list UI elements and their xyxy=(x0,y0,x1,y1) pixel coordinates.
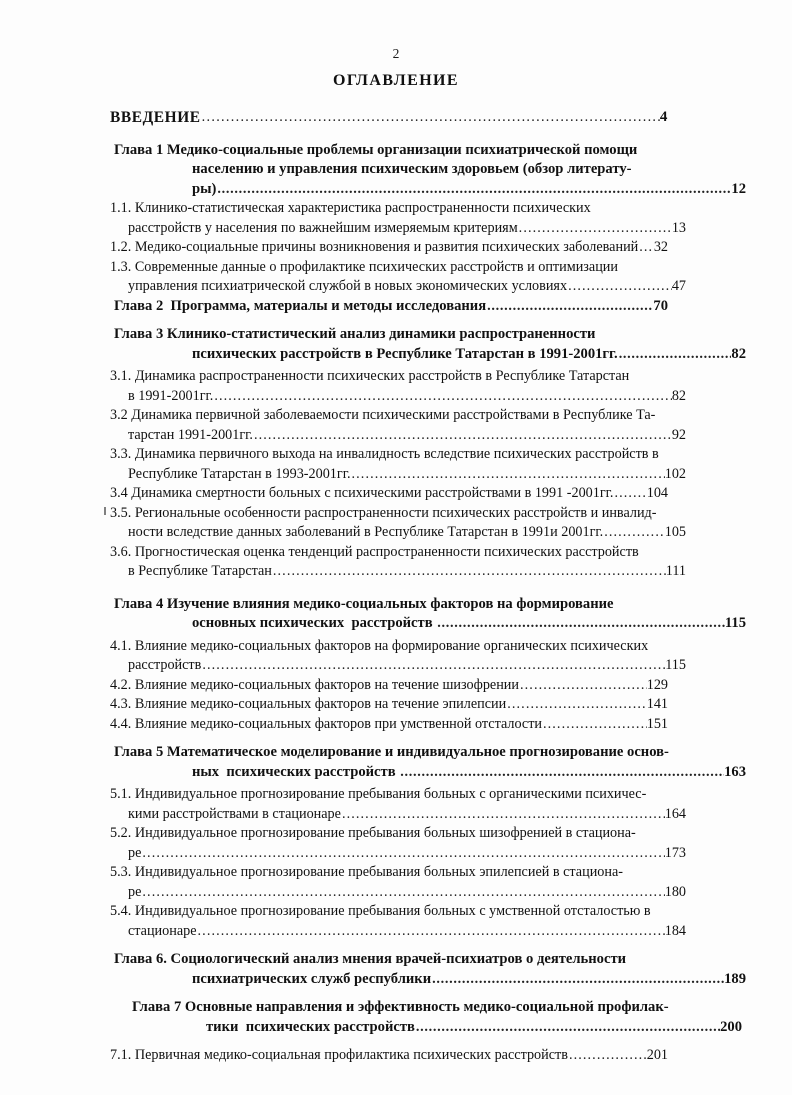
dot-leader xyxy=(141,883,664,903)
toc-entry-text: 3.3. Динамика первичного выхода на инвалидность вследствие психических расстройств в xyxy=(110,446,659,462)
toc-entry-chapter-1[interactable] xyxy=(114,141,746,200)
toc-page-number: 102 xyxy=(664,465,686,482)
dot-leader xyxy=(201,108,660,128)
toc-page-number: 201 xyxy=(646,1047,668,1063)
toc-entry-text-cont: в 1991-2001гг. xyxy=(128,387,214,404)
toc-entry-text: Глава 3 Клинико-статистический анализ динамики распространенности xyxy=(114,326,596,342)
toc-entry-section-5-2[interactable] xyxy=(110,824,686,863)
toc-entry-text-cont: ности вследствие данных заболеваний в Республике Татарстан в 1991и 2001гг. xyxy=(128,524,604,540)
toc-entry-chapter-7[interactable] xyxy=(132,998,742,1037)
toc-entry-text: Глава 1 Медико-социальные проблемы организации психиатрической помощи xyxy=(114,141,638,158)
toc-entry-text: 3.4 Динамика смертности больных с психическими расстройствами в 1991 -2001гг. xyxy=(110,485,614,501)
toc-entry-text: 4.3. Влияние медико-социальных факторов на течение эпилепсии xyxy=(110,696,507,712)
dot-leader xyxy=(341,805,665,825)
dot-leader xyxy=(253,426,672,446)
dot-leader xyxy=(613,484,646,504)
page-title: ОГЛАВЛЕНИЕ xyxy=(333,72,459,89)
toc-entry-section-3-6[interactable] xyxy=(110,543,686,582)
dot-leader xyxy=(519,676,647,696)
toc-entry-section-5-4[interactable] xyxy=(110,902,686,941)
dot-leader xyxy=(351,465,665,485)
toc-page-number: 104 xyxy=(646,485,668,501)
toc-entry-text: 5.4. Индивидуальное прогнозирование пребывания больных с умственной отсталостью в xyxy=(110,903,651,919)
dot-leader xyxy=(399,763,724,783)
dot-leader xyxy=(542,715,647,735)
toc-entry-section-7-1[interactable] xyxy=(110,1046,668,1066)
toc-entry-text: 5.1. Индивидуальное прогнозирование пребывания больных с органическими психичес- xyxy=(110,786,647,802)
toc-entry-section-3-5[interactable] xyxy=(110,504,686,543)
toc-page-number: 70 xyxy=(653,297,668,314)
toc-entry-introduction[interactable] xyxy=(110,108,668,128)
scan-artifact xyxy=(104,507,106,515)
toc-entry-text-cont: ных психических расстройств xyxy=(192,763,400,780)
dot-leader xyxy=(431,970,724,990)
toc-page-number: 184 xyxy=(664,922,686,939)
toc-page-number: 173 xyxy=(664,844,686,861)
toc-entry-text: Глава 4 Изучение влияния медико-социальных факторов на формирование xyxy=(114,595,614,612)
toc-page-number: 13 xyxy=(671,219,686,236)
dot-leader xyxy=(486,297,653,317)
dot-leader xyxy=(415,1018,720,1038)
toc-page-number: 151 xyxy=(646,715,668,732)
toc-entry-section-5-1[interactable] xyxy=(110,785,686,824)
toc-entry-section-1-1[interactable] xyxy=(110,199,686,238)
toc-entry-section-4-3[interactable] xyxy=(110,695,668,715)
toc-page-number: 129 xyxy=(646,676,668,693)
dot-leader xyxy=(506,695,646,715)
toc-entry-text: 4.2. Влияние медико-социальных факторов на течение шизофрении xyxy=(110,676,519,693)
dot-leader xyxy=(568,1046,647,1066)
toc-entry-text: Глава 6. Социологический анализ мнения врачей-психиатров о деятельности xyxy=(114,951,627,967)
toc-entry-text: 4.4. Влияние медико-социальных факторов при умственной отсталости xyxy=(110,715,542,732)
toc-entry-text-cont: ры) xyxy=(192,180,217,197)
toc-entry-text: 3.2 Динамика первичной заболеваемости психическими расстройствами в Республике Та- xyxy=(110,407,656,423)
toc-entry-text-cont: ре xyxy=(128,844,142,861)
toc-entry-text: Глава 7 Основные направления и эффективность медико-социальной профилак- xyxy=(132,999,669,1015)
toc-page-number: 111 xyxy=(665,563,686,579)
toc-entry-chapter-2[interactable] xyxy=(114,297,668,317)
toc-page-number: 12 xyxy=(731,180,746,197)
toc-entry-text: 4.1. Влияние медико-социальных факторов на формирование органических психических xyxy=(110,637,649,654)
toc-page-number: 200 xyxy=(720,1018,742,1035)
toc-entry-section-5-3[interactable] xyxy=(110,863,686,902)
toc-entry-text: 1.2. Медико-социальные причины возникновения и развития психических заболеваний xyxy=(110,239,639,255)
toc-entry-section-1-2[interactable] xyxy=(110,238,668,258)
toc-page-number: 141 xyxy=(646,696,668,712)
toc-page-number: 47 xyxy=(671,278,686,294)
toc-entry-text-cont: расстройств у населения по важнейшим измеряемым критериям xyxy=(128,219,518,236)
toc-entry-section-4-4[interactable] xyxy=(110,715,668,735)
toc-entry-text-cont: тарстан 1991-2001гг. xyxy=(128,426,253,443)
dot-leader xyxy=(618,345,732,365)
toc-entry-text: Глава 2 Программа, материалы и методы исследования xyxy=(114,297,487,314)
toc-entry-text: 5.3. Индивидуальное прогнозирование пребывания больных эпилепсией в стациона- xyxy=(110,864,623,880)
toc-page-number: 115 xyxy=(724,615,746,631)
toc-entry-text: 1.1. Клинико-статистическая характеристика распространенности психических xyxy=(110,200,591,216)
toc-page-number: 82 xyxy=(731,345,746,362)
toc-entry-section-3-4[interactable] xyxy=(110,484,668,504)
toc-entry-text: Глава 5 Математическое моделирование и индивидуальное прогнозирование основ- xyxy=(114,744,669,760)
toc-entry-text-cont: управления психиатрической службой в новых экономических условиях xyxy=(128,278,568,294)
toc-entry-text: 1.3. Современные данные о профилактике психических расстройств и оптимизации xyxy=(110,258,618,275)
dot-leader xyxy=(141,844,664,864)
toc-entry-chapter-5[interactable] xyxy=(114,743,746,782)
dot-leader xyxy=(213,387,672,407)
toc-entry-text-cont: населению и управления психическим здоровьем (обзор литерату- xyxy=(192,161,632,177)
toc-entry-text-cont: в Республике Татарстан xyxy=(128,563,272,579)
table-of-contents xyxy=(110,108,746,1066)
dot-leader xyxy=(567,277,672,297)
dot-leader xyxy=(603,523,665,543)
toc-entry-text: ВВЕДЕНИЕ xyxy=(110,109,201,126)
toc-entry-text: 3.1. Динамика распространенности психических расстройств в Республике Татарстан xyxy=(110,368,630,384)
toc-page-number: 92 xyxy=(671,426,686,443)
toc-entry-section-3-2[interactable] xyxy=(110,406,686,445)
toc-page-number: 189 xyxy=(724,970,746,987)
toc-entry-section-3-1[interactable] xyxy=(110,367,686,406)
toc-entry-text-cont: кими расстройствами в стационаре xyxy=(128,805,341,822)
toc-entry-text-cont: основных психических расстройств xyxy=(192,615,437,631)
toc-page-number: 180 xyxy=(664,883,686,900)
toc-entry-text: 5.2. Индивидуальное прогнозирование пребывания больных шизофренией в стациона- xyxy=(110,825,636,841)
toc-entry-text-cont: психиатрических служб республики xyxy=(192,970,432,987)
dot-leader xyxy=(216,180,731,200)
toc-entry-text-cont: Республике Татарстан в 1993-2001гг. xyxy=(128,465,351,482)
toc-entry-text: 3.5. Региональные особенности распространенности психических расстройств и инвалид- xyxy=(110,504,657,521)
toc-page-number: 4 xyxy=(659,109,668,125)
toc-page-number: 115 xyxy=(665,657,686,673)
toc-entry-chapter-4[interactable] xyxy=(114,595,746,634)
toc-entry-text: 7.1. Первичная медико-социальная профилактика психических расстройств xyxy=(110,1047,568,1063)
toc-entry-text: 3.6. Прогностическая оценка тенденций распространенности психических расстройств xyxy=(110,543,639,560)
toc-entry-section-4-1[interactable] xyxy=(110,637,686,676)
dot-leader xyxy=(436,614,725,634)
toc-entry-chapter-6[interactable] xyxy=(114,950,746,989)
toc-page-number: 82 xyxy=(671,387,686,404)
toc-page-number: 105 xyxy=(664,524,686,540)
toc-entry-section-4-2[interactable] xyxy=(110,676,668,696)
toc-page-number: 164 xyxy=(664,805,686,822)
toc-entry-text-cont: психических расстройств в Республике Татарстан в 1991-2001гг. xyxy=(192,345,618,362)
toc-page-number: 32 xyxy=(653,239,668,255)
toc-entry-chapter-3[interactable] xyxy=(114,325,746,364)
dot-leader xyxy=(638,238,654,258)
toc-entry-text-cont: тики психических расстройств xyxy=(206,1018,415,1035)
dot-leader xyxy=(272,562,666,582)
toc-entry-section-1-3[interactable] xyxy=(110,258,686,297)
page-number: 2 xyxy=(392,46,400,61)
toc-entry-section-3-3[interactable] xyxy=(110,445,686,484)
dot-leader xyxy=(197,922,665,942)
toc-entry-text-cont: стационаре xyxy=(128,922,197,939)
toc-page-number: 163 xyxy=(724,763,746,780)
toc-entry-text-cont: расстройств xyxy=(128,657,202,673)
dot-leader xyxy=(518,219,672,239)
toc-entry-text-cont: ре xyxy=(128,883,142,900)
dot-leader xyxy=(201,656,665,676)
